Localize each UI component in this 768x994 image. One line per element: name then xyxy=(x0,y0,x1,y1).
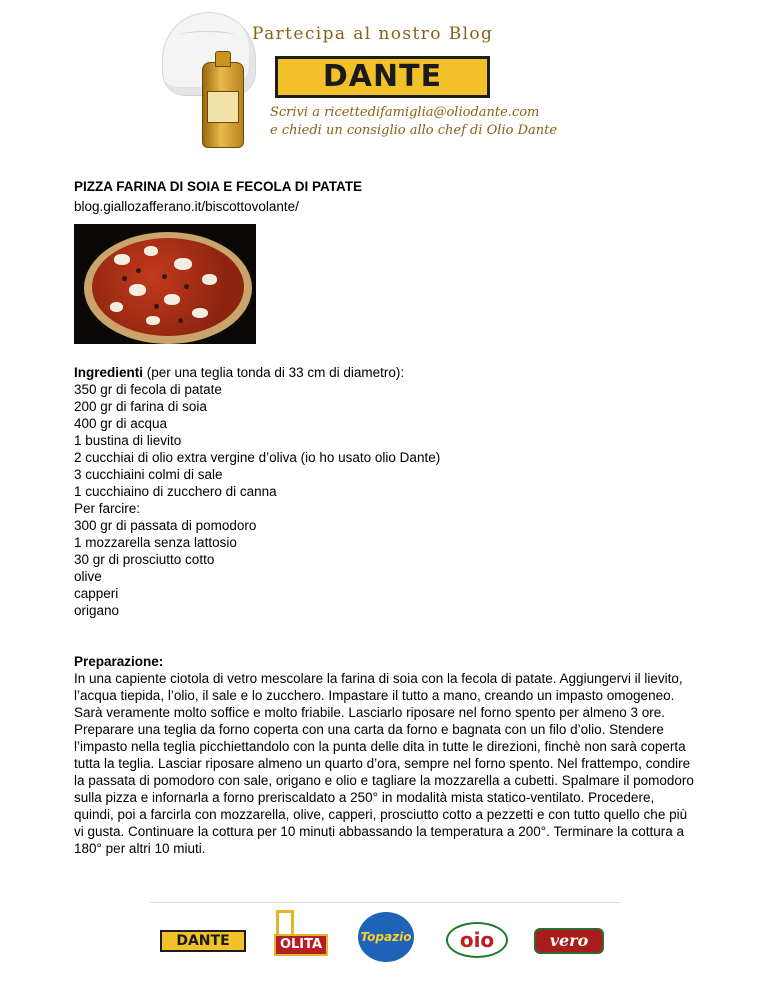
pizza-photo xyxy=(74,224,256,344)
preparation-section xyxy=(74,653,694,857)
ingredient-item: 400 gr di acqua xyxy=(74,416,168,431)
banner-advice-line: e chiedi un consiglio allo chef di Olio Dante xyxy=(270,123,558,138)
ingredient-item: 1 mozzarella senza lattosio xyxy=(74,535,237,550)
ingredients-heading: Ingredienti (per una teglia tonda di 33 cm di diametro): xyxy=(74,365,405,380)
ingredient-item: 300 gr di passata di pomodoro xyxy=(74,518,257,533)
ingredient-item: 3 cucchiaini colmi di sale xyxy=(74,467,223,482)
oio-logo: oio xyxy=(446,922,508,958)
recipe-title: PIZZA FARINA DI SOIA E FECOLA DI PATATE xyxy=(74,179,362,194)
vero-logo: vero xyxy=(534,928,604,954)
oil-bottle-icon xyxy=(202,62,244,148)
ingredient-item: 1 cucchiaino di zucchero di canna xyxy=(74,484,277,499)
ingredient-item: origano xyxy=(74,603,120,618)
recipe-source: blog.giallozafferano.it/biscottovolante/ xyxy=(74,199,299,214)
ingredient-item: 350 gr di fecola di patate xyxy=(74,382,222,397)
ingredient-item: 200 gr di farina di soia xyxy=(74,399,207,414)
preparation-heading: Preparazione: xyxy=(74,654,164,669)
ingredient-item: 2 cucchiai di olio extra vergine d’oliva (io ho usato olio Dante) xyxy=(74,450,441,465)
ingredient-item: 1 bustina di lievito xyxy=(74,433,182,448)
ingredients-section xyxy=(74,364,694,619)
topazio-logo: Topazio xyxy=(358,912,414,962)
olita-logo: OLITA xyxy=(268,910,330,958)
dante-footer-logo: DANTE xyxy=(160,930,246,952)
banner-title: Partecipa al nostro Blog xyxy=(252,24,494,44)
ingredient-item: 30 gr di prosciutto cotto xyxy=(74,552,215,567)
ingredient-item: capperi xyxy=(74,586,119,601)
dante-logo: DANTE xyxy=(275,56,490,98)
preparation-text: In una capiente ciotola di vetro mescolare la farina di soia con la fecola di patate. Aggiungervi il lievito, l’acqua tiepida, l’olio, il sale e lo zucchero. Impastare il tutto a mano, creando un impasto omogeneo. Sarà veramente molto soffice e molto friabile. Lasciarlo riposare nel forno spento per almeno 3 ore. Preparare una teglia da forno coperta con una carta da forno e bagnata con un filo d’olio. Stendere l’impasto nella teglia picchiettandolo con la punta delle dita in tutte le direzioni, finchè non sarà coperta tutta la teglia. Lasciar riposare almeno un quarto d’ora, sempre nel forno spento. Nel frattempo, condire la passata di pomodoro con sale, origano e olio e tagliare la mozzarella a cubetti. Spalmare il pomodoro sulla pizza e infornarla a forno preriscaldato a 250° in modalità mista statico-ventilato. Procedere, quindi, poi a farcirla con mozzarella, olive, capperi, prosciutto cotto a pezzetti e con tutto quello che più vi gusta. Continuare la cottura per 10 minuti abbassando la temperatura a 200°. Terminare la cottura a 180° per altri 10 miuti. xyxy=(74,671,694,856)
footer-divider xyxy=(150,902,620,903)
ingredient-item: olive xyxy=(74,569,102,584)
recipe-content xyxy=(74,178,694,857)
footer-logos xyxy=(150,900,620,970)
banner-email-line: Scrivi a ricettedifamiglia@oliodante.com xyxy=(270,105,540,120)
ingredient-item: Per farcire: xyxy=(74,501,141,516)
blog-banner xyxy=(150,10,558,150)
